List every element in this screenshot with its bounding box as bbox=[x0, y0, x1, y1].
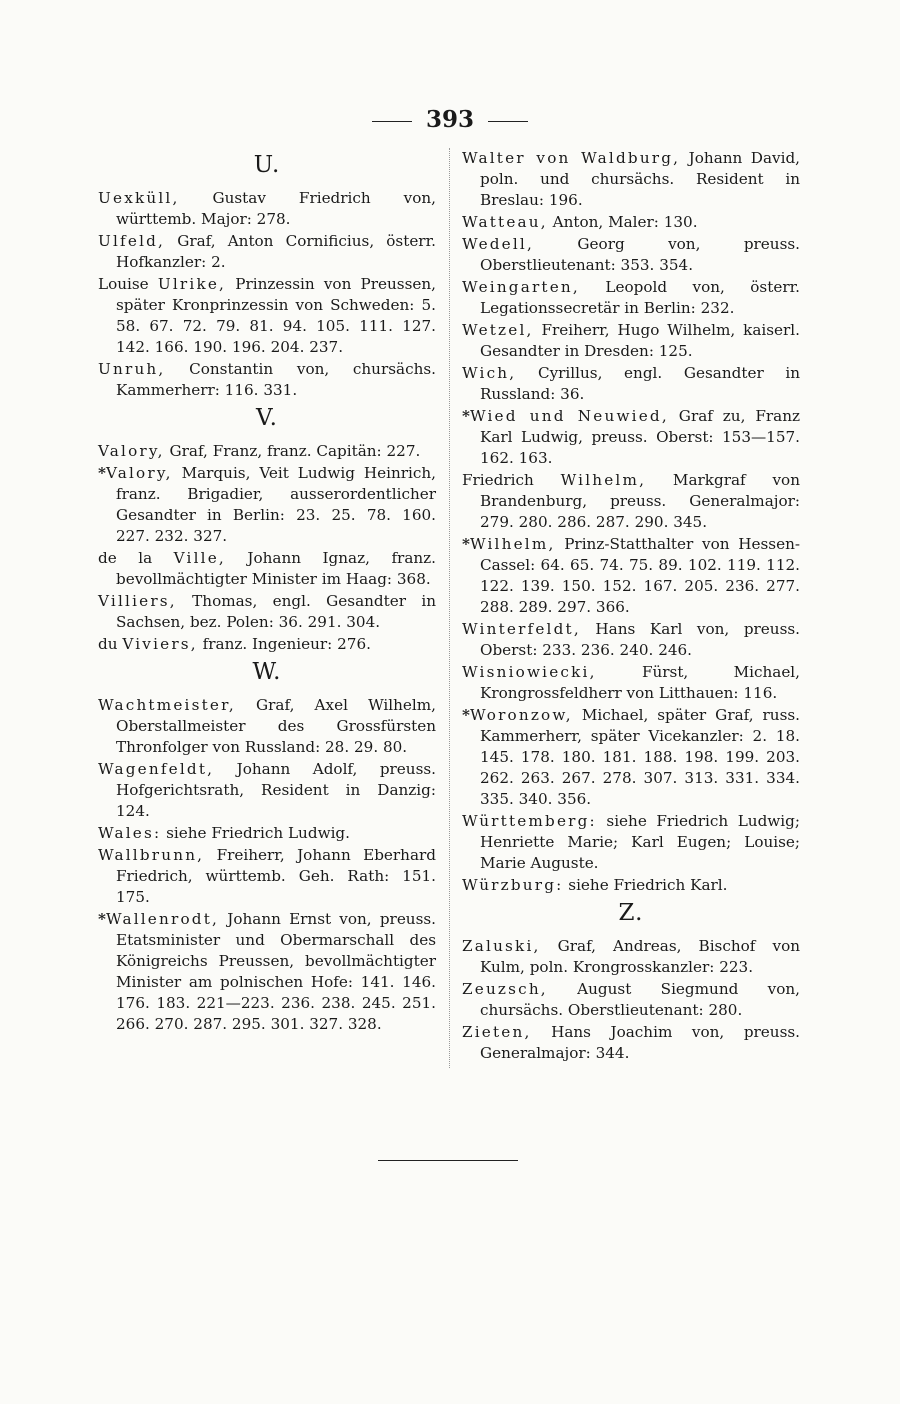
entry-text: Leopold von, österr. Legationssecretär in Berlin: 232. bbox=[480, 278, 800, 317]
end-rule bbox=[378, 1160, 518, 1161]
index-entry bbox=[462, 1022, 800, 1064]
entry-name: Valory, bbox=[98, 442, 165, 460]
entry-text: franz. Ingenieur: 276. bbox=[197, 635, 371, 653]
index-column-right bbox=[462, 148, 800, 1065]
entry-text: Gustav Friedrich von, württemb. Major: 278. bbox=[116, 189, 436, 228]
entry-asterisk: * bbox=[98, 464, 106, 482]
entry-name: Valory, bbox=[105, 464, 173, 482]
index-entry bbox=[462, 363, 800, 405]
index-entry bbox=[98, 634, 436, 655]
entry-text: Marquis, Veit Ludwig Heinrich, franz. Brigadier, ausserordentlicher Gesandter in Berlin: 23. 25. 78. 160. 227. 232. 327. bbox=[116, 464, 436, 545]
index-entry bbox=[462, 979, 800, 1021]
entry-name: Wedell, bbox=[462, 235, 535, 253]
entry-name: Zeuzsch, bbox=[462, 980, 548, 998]
index-entry bbox=[98, 695, 436, 758]
header-dash-left bbox=[372, 121, 412, 122]
entry-prefix: du bbox=[98, 635, 123, 653]
section-letter: Z. bbox=[618, 900, 644, 926]
entry-text: Constantin von, chursächs. Kammerherr: 116. 331. bbox=[116, 360, 436, 399]
entry-name: Wich, bbox=[462, 364, 517, 382]
entry-name: Zieten, bbox=[462, 1023, 532, 1041]
index-entry bbox=[462, 875, 800, 896]
entry-text: Johann Adolf, preuss. Hofgerichtsrath, Resident in Danzig: 124. bbox=[116, 760, 436, 820]
index-entry bbox=[462, 470, 800, 533]
entry-name: Wales: bbox=[98, 824, 162, 842]
index-entry bbox=[462, 212, 800, 233]
entry-text: siehe Friedrich Ludwig. bbox=[161, 824, 350, 842]
entry-name: Winterfeldt, bbox=[462, 620, 581, 638]
index-entry bbox=[98, 823, 436, 844]
entry-prefix: Friedrich bbox=[462, 471, 561, 489]
page-number: 393 bbox=[425, 106, 474, 133]
entry-text: Graf, Andreas, Bischof von Kulm, poln. Krongrosskanzler: 223. bbox=[480, 937, 800, 976]
entry-text: Hans Joachim von, preuss. Generalmajor: 344. bbox=[480, 1023, 800, 1062]
entry-text: Thomas, engl. Gesandter in Sachsen, bez. Polen: 36. 291. 304. bbox=[116, 592, 436, 631]
section-letter: U. bbox=[253, 152, 281, 178]
index-entry bbox=[462, 811, 800, 874]
entry-text: August Siegmund von, chursächs. Oberstlieutenant: 280. bbox=[480, 980, 800, 1019]
entry-name: Weingarten, bbox=[462, 278, 580, 296]
entry-asterisk: * bbox=[462, 706, 470, 724]
section-letter: V. bbox=[256, 405, 278, 431]
index-entry bbox=[462, 619, 800, 661]
entry-name: Walter von Waldburg, bbox=[462, 149, 681, 167]
entry-text: Graf zu, Franz Karl Ludwig, preuss. Oberst: 153—157. 162. 163. bbox=[480, 407, 800, 467]
entry-name: Ulrike, bbox=[157, 275, 227, 293]
entry-name: Woronzow, bbox=[469, 706, 573, 724]
entry-text: Prinzessin von Preussen, später Kronprinzessin von Schweden: 5. 58. 67. 72. 79. 81. 94. 105. 111. 127. 142. 166. 190. 196. 204. 237. bbox=[116, 275, 436, 356]
entry-name: Württemberg: bbox=[462, 812, 597, 830]
entry-text: Prinz-Statthalter von Hessen-Cassel: 64. 65. 74. 75. 89. 102. 119. 112. 122. 139. 150. 152. 167. 205. 236. 277. 288. 289. 297. 366. bbox=[480, 535, 800, 616]
entry-name: Wilhelm, bbox=[469, 535, 556, 553]
index-entry bbox=[462, 662, 800, 704]
entry-text: Freiherr, Johann Eberhard Friedrich, württemb. Geh. Rath: 151. 175. bbox=[116, 846, 436, 906]
index-entry bbox=[98, 759, 436, 822]
page-header bbox=[0, 106, 900, 133]
entry-text: Freiherr, Hugo Wilhelm, kaiserl. Gesandter in Dresden: 125. bbox=[480, 321, 800, 360]
index-entry bbox=[98, 548, 436, 590]
entry-name: Zaluski, bbox=[462, 937, 541, 955]
entry-text: Markgraf von Brandenburg, preuss. Generalmajor: 279. 280. 286. 287. 290. 345. bbox=[480, 471, 800, 531]
index-entry bbox=[98, 359, 436, 401]
entry-text: Cyrillus, engl. Gesandter in Russland: 36. bbox=[480, 364, 800, 403]
entry-name: Ulfeld, bbox=[98, 232, 166, 250]
entry-name: Viviers, bbox=[122, 635, 198, 653]
entry-text: Hans Karl von, preuss. Oberst: 233. 236. 240. 246. bbox=[480, 620, 800, 659]
index-entry bbox=[462, 234, 800, 276]
entry-text: Graf, Anton Cornificius, österr. Hofkanzler: 2. bbox=[116, 232, 436, 271]
entry-text: Graf, Axel Wilhelm, Oberstallmeister des Grossfürsten Thronfolger von Russland: 28. 29. 80. bbox=[116, 696, 436, 756]
entry-name: Unruh, bbox=[98, 360, 166, 378]
entry-name: Wied und Neuwied, bbox=[469, 407, 669, 425]
index-entry bbox=[98, 441, 436, 462]
entry-text: Georg von, preuss. Oberstlieutenant: 353. 354. bbox=[480, 235, 800, 274]
index-entry bbox=[98, 463, 436, 547]
entry-asterisk: * bbox=[462, 535, 470, 553]
entry-asterisk: * bbox=[98, 910, 106, 928]
entry-text: siehe Friedrich Karl. bbox=[563, 876, 728, 894]
column-divider bbox=[449, 148, 450, 1068]
index-entry bbox=[98, 909, 436, 1035]
index-entry bbox=[98, 845, 436, 908]
index-entry bbox=[98, 591, 436, 633]
index-entry bbox=[462, 406, 800, 469]
entry-name: Wetzel, bbox=[462, 321, 534, 339]
section-letter: W. bbox=[252, 659, 282, 685]
entry-text: Johann Ernst von, preuss. Etatsminister und Obermarschall des Königreichs Preussen, bevollmächtigter Minister am polnischen Hofe: 141. 146. 176. 183. 221—223. 236. 238. 245. 251. 266. 270. 287. 295. 301. 327. 328. bbox=[116, 910, 436, 1033]
entry-text: Anton, Maler: 130. bbox=[547, 213, 698, 231]
entry-asterisk: * bbox=[462, 407, 470, 425]
index-entry bbox=[462, 705, 800, 810]
entry-name: Wisniowiecki, bbox=[462, 663, 597, 681]
entry-name: Wallbrunn, bbox=[98, 846, 205, 864]
index-entry bbox=[462, 277, 800, 319]
index-entry bbox=[98, 231, 436, 273]
index-entry bbox=[462, 320, 800, 362]
index-entry bbox=[98, 274, 436, 358]
index-entry bbox=[98, 188, 436, 230]
entry-prefix: de la bbox=[98, 549, 174, 567]
index-entry bbox=[462, 148, 800, 211]
index-entry bbox=[462, 534, 800, 618]
entry-name: Wachtmeister, bbox=[98, 696, 236, 714]
header-dash-right bbox=[488, 121, 528, 122]
entry-name: Würzburg: bbox=[462, 876, 564, 894]
entry-name: Watteau, bbox=[462, 213, 548, 231]
entry-name: Uexküll, bbox=[98, 189, 180, 207]
entry-text: Graf, Franz, franz. Capitän: 227. bbox=[164, 442, 421, 460]
entry-prefix: Louise bbox=[98, 275, 158, 293]
entry-text: Johann Ignaz, franz. bevollmächtigter Minister im Haag: 368. bbox=[116, 549, 436, 588]
entry-name: Wallenrodt, bbox=[105, 910, 220, 928]
entry-text: siehe Friedrich Ludwig; Henriette Marie; Karl Eugen; Louise; Marie Auguste. bbox=[480, 812, 800, 872]
entry-name: Wilhelm, bbox=[560, 471, 647, 489]
entry-name: Villiers, bbox=[98, 592, 177, 610]
entry-text: Michael, später Graf, russ. Kammerherr, später Vicekanzler: 2. 18. 145. 178. 180. 181. 188. 198. 199. 203. 262. 263. 267. 278. 307. 313. 331. 334. 335. 340. 356. bbox=[480, 706, 800, 808]
entry-name: Ville, bbox=[173, 549, 226, 567]
entry-text: Johann David, poln. und chursächs. Resident in Breslau: 196. bbox=[480, 149, 800, 209]
entry-text: Fürst, Michael, Krongrossfeldherr von Litthauen: 116. bbox=[480, 663, 800, 702]
entry-name: Wagenfeldt, bbox=[98, 760, 215, 778]
index-entry bbox=[462, 936, 800, 978]
index-column-left bbox=[98, 148, 436, 1036]
